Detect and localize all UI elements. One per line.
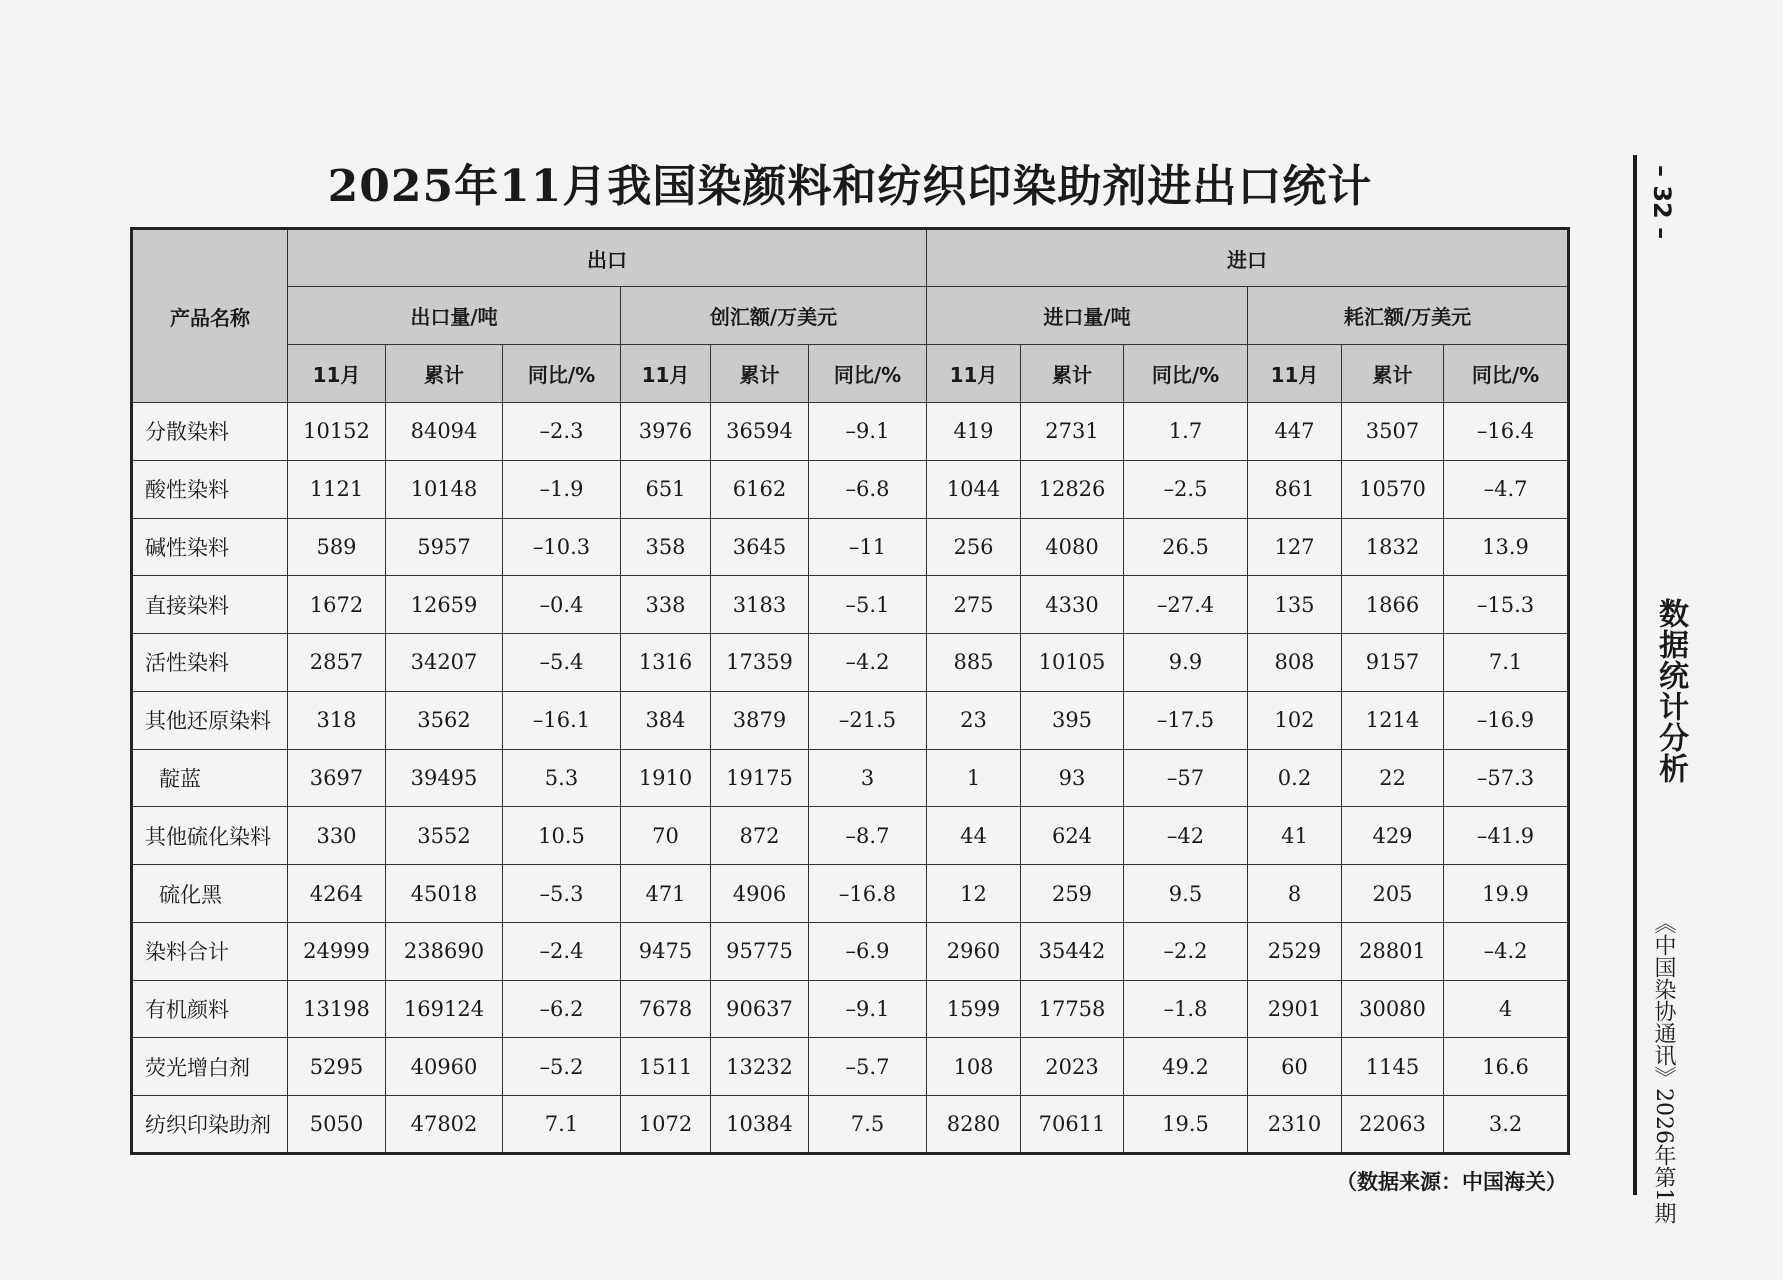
export-group-header: 出口: [288, 229, 927, 287]
value-cell: 3879: [711, 691, 809, 749]
table-row: [132, 980, 1569, 1038]
value-cell: –16.4: [1444, 403, 1569, 461]
value-cell: –5.2: [503, 1038, 621, 1096]
value-cell: 1910: [621, 749, 711, 807]
value-cell: 12826: [1021, 460, 1124, 518]
column-header: 11月: [927, 345, 1021, 403]
product-name-cell: 荧光增白剂: [132, 1038, 288, 1096]
value-cell: 1511: [621, 1038, 711, 1096]
value-cell: –11: [809, 518, 927, 576]
export-volume-header: 出口量/吨: [288, 287, 621, 345]
value-cell: 41: [1248, 807, 1342, 865]
product-name-cell: 酸性染料: [132, 460, 288, 518]
value-cell: 3: [809, 749, 927, 807]
value-cell: 60: [1248, 1038, 1342, 1096]
header-row-subgroups: [132, 287, 1569, 345]
table-row: [132, 865, 1569, 923]
value-cell: –4.7: [1444, 460, 1569, 518]
table-row: [132, 1038, 1569, 1096]
value-cell: 3697: [288, 749, 386, 807]
column-header: 累计: [711, 345, 809, 403]
value-cell: –16.8: [809, 865, 927, 923]
value-cell: 3552: [386, 807, 503, 865]
value-cell: –6.9: [809, 922, 927, 980]
value-cell: 22063: [1342, 1096, 1444, 1154]
product-name-cell: 硫化黑: [132, 865, 288, 923]
value-cell: 39495: [386, 749, 503, 807]
value-cell: 127: [1248, 518, 1342, 576]
value-cell: –4.2: [1444, 922, 1569, 980]
value-cell: 44: [927, 807, 1021, 865]
value-cell: 108: [927, 1038, 1021, 1096]
value-cell: 1121: [288, 460, 386, 518]
value-cell: –2.2: [1124, 922, 1248, 980]
value-cell: 3507: [1342, 403, 1444, 461]
stats-table: [130, 227, 1570, 1155]
value-cell: 2731: [1021, 403, 1124, 461]
value-cell: 1599: [927, 980, 1021, 1038]
table-row: [132, 576, 1569, 634]
value-cell: 651: [621, 460, 711, 518]
value-cell: 384: [621, 691, 711, 749]
value-cell: 35442: [1021, 922, 1124, 980]
value-cell: 1214: [1342, 691, 1444, 749]
value-cell: –42: [1124, 807, 1248, 865]
value-cell: 624: [1021, 807, 1124, 865]
value-cell: 19175: [711, 749, 809, 807]
value-cell: 9.9: [1124, 634, 1248, 692]
value-cell: 4330: [1021, 576, 1124, 634]
value-cell: 1866: [1342, 576, 1444, 634]
section-label: 数据统计分析: [1653, 598, 1688, 784]
value-cell: 169124: [386, 980, 503, 1038]
value-cell: 70611: [1021, 1096, 1124, 1154]
value-cell: 3183: [711, 576, 809, 634]
value-cell: 885: [927, 634, 1021, 692]
value-cell: 256: [927, 518, 1021, 576]
table-row: [132, 807, 1569, 865]
value-cell: 2529: [1248, 922, 1342, 980]
value-cell: 12: [927, 865, 1021, 923]
value-cell: 7678: [621, 980, 711, 1038]
value-cell: 429: [1342, 807, 1444, 865]
value-cell: 6162: [711, 460, 809, 518]
value-cell: 0.2: [1248, 749, 1342, 807]
value-cell: –2.5: [1124, 460, 1248, 518]
value-cell: 24999: [288, 922, 386, 980]
value-cell: –6.2: [503, 980, 621, 1038]
value-cell: 338: [621, 576, 711, 634]
table-row: [132, 403, 1569, 461]
page-number: – 32 –: [1648, 165, 1676, 240]
value-cell: –2.4: [503, 922, 621, 980]
value-cell: 19.9: [1444, 865, 1569, 923]
value-cell: 1832: [1342, 518, 1444, 576]
value-cell: 10384: [711, 1096, 809, 1154]
value-cell: 447: [1248, 403, 1342, 461]
header-row-groups: [132, 229, 1569, 287]
value-cell: 7.5: [809, 1096, 927, 1154]
value-cell: 34207: [386, 634, 503, 692]
value-cell: 10105: [1021, 634, 1124, 692]
export-earnings-header: 创汇额/万美元: [621, 287, 927, 345]
value-cell: –8.7: [809, 807, 927, 865]
value-cell: –4.2: [809, 634, 927, 692]
value-cell: 275: [927, 576, 1021, 634]
header-row-columns: [132, 345, 1569, 403]
value-cell: 5957: [386, 518, 503, 576]
value-cell: 2857: [288, 634, 386, 692]
value-cell: 4906: [711, 865, 809, 923]
stats-table-container: [130, 227, 1567, 1155]
import-group-header: 进口: [927, 229, 1569, 287]
value-cell: 28801: [1342, 922, 1444, 980]
value-cell: 589: [288, 518, 386, 576]
value-cell: 36594: [711, 403, 809, 461]
product-name-cell: 染料合计: [132, 922, 288, 980]
value-cell: 30080: [1342, 980, 1444, 1038]
value-cell: 1145: [1342, 1038, 1444, 1096]
value-cell: 3645: [711, 518, 809, 576]
value-cell: 49.2: [1124, 1038, 1248, 1096]
value-cell: 2960: [927, 922, 1021, 980]
table-row: [132, 460, 1569, 518]
value-cell: 70: [621, 807, 711, 865]
product-name-cell: 其他硫化染料: [132, 807, 288, 865]
column-header: 累计: [1021, 345, 1124, 403]
table-row: [132, 1096, 1569, 1154]
value-cell: 10570: [1342, 460, 1444, 518]
value-cell: 419: [927, 403, 1021, 461]
product-name-cell: 直接染料: [132, 576, 288, 634]
value-cell: –17.5: [1124, 691, 1248, 749]
value-cell: –41.9: [1444, 807, 1569, 865]
value-cell: 4: [1444, 980, 1569, 1038]
value-cell: 5295: [288, 1038, 386, 1096]
value-cell: 9.5: [1124, 865, 1248, 923]
value-cell: 1.7: [1124, 403, 1248, 461]
value-cell: 3976: [621, 403, 711, 461]
column-header: 11月: [621, 345, 711, 403]
value-cell: 13198: [288, 980, 386, 1038]
value-cell: –15.3: [1444, 576, 1569, 634]
table-row: [132, 922, 1569, 980]
import-spending-header: 耗汇额/万美元: [1248, 287, 1569, 345]
value-cell: –5.3: [503, 865, 621, 923]
value-cell: 10148: [386, 460, 503, 518]
value-cell: 90637: [711, 980, 809, 1038]
value-cell: 872: [711, 807, 809, 865]
value-cell: 16.6: [1444, 1038, 1569, 1096]
value-cell: 7.1: [503, 1096, 621, 1154]
value-cell: 471: [621, 865, 711, 923]
value-cell: 4264: [288, 865, 386, 923]
table-body: [132, 403, 1569, 1154]
table-row: [132, 518, 1569, 576]
value-cell: 358: [621, 518, 711, 576]
value-cell: –10.3: [503, 518, 621, 576]
value-cell: 2023: [1021, 1038, 1124, 1096]
value-cell: 205: [1342, 865, 1444, 923]
value-cell: –6.8: [809, 460, 927, 518]
value-cell: 17758: [1021, 980, 1124, 1038]
value-cell: 19.5: [1124, 1096, 1248, 1154]
value-cell: –57.3: [1444, 749, 1569, 807]
value-cell: 13232: [711, 1038, 809, 1096]
product-name-cell: 靛蓝: [132, 749, 288, 807]
value-cell: –1.8: [1124, 980, 1248, 1038]
product-name-cell: 碱性染料: [132, 518, 288, 576]
value-cell: –16.9: [1444, 691, 1569, 749]
product-name-cell: 纺织印染助剂: [132, 1096, 288, 1154]
column-header: 11月: [1248, 345, 1342, 403]
value-cell: 1044: [927, 460, 1021, 518]
column-header: 11月: [288, 345, 386, 403]
value-cell: 3.2: [1444, 1096, 1569, 1154]
value-cell: 330: [288, 807, 386, 865]
margin-rule: [1633, 155, 1637, 1195]
value-cell: 808: [1248, 634, 1342, 692]
column-header: 同比/%: [809, 345, 927, 403]
value-cell: 47802: [386, 1096, 503, 1154]
value-cell: 12659: [386, 576, 503, 634]
value-cell: 95775: [711, 922, 809, 980]
value-cell: 238690: [386, 922, 503, 980]
value-cell: 9475: [621, 922, 711, 980]
value-cell: 10152: [288, 403, 386, 461]
value-cell: –16.1: [503, 691, 621, 749]
value-cell: –5.7: [809, 1038, 927, 1096]
value-cell: 13.9: [1444, 518, 1569, 576]
import-volume-header: 进口量/吨: [927, 287, 1248, 345]
column-header: 同比/%: [1124, 345, 1248, 403]
value-cell: –21.5: [809, 691, 927, 749]
value-cell: –0.4: [503, 576, 621, 634]
value-cell: –27.4: [1124, 576, 1248, 634]
source-note: （数据来源：中国海关）: [1336, 1170, 1567, 1194]
value-cell: –9.1: [809, 980, 927, 1038]
value-cell: 93: [1021, 749, 1124, 807]
product-name-cell: 分散染料: [132, 403, 288, 461]
value-cell: 395: [1021, 691, 1124, 749]
value-cell: 3562: [386, 691, 503, 749]
column-header: 累计: [386, 345, 503, 403]
value-cell: 318: [288, 691, 386, 749]
value-cell: 84094: [386, 403, 503, 461]
column-header: 累计: [1342, 345, 1444, 403]
product-name-cell: 有机颜料: [132, 980, 288, 1038]
product-name-cell: 其他还原染料: [132, 691, 288, 749]
value-cell: 4080: [1021, 518, 1124, 576]
value-cell: 9157: [1342, 634, 1444, 692]
value-cell: –2.3: [503, 403, 621, 461]
value-cell: 8: [1248, 865, 1342, 923]
value-cell: –5.4: [503, 634, 621, 692]
column-header: 同比/%: [1444, 345, 1569, 403]
value-cell: 17359: [711, 634, 809, 692]
table-row: [132, 749, 1569, 807]
value-cell: 7.1: [1444, 634, 1569, 692]
value-cell: 861: [1248, 460, 1342, 518]
value-cell: 259: [1021, 865, 1124, 923]
value-cell: –9.1: [809, 403, 927, 461]
value-cell: 135: [1248, 576, 1342, 634]
value-cell: 102: [1248, 691, 1342, 749]
value-cell: 1316: [621, 634, 711, 692]
value-cell: –1.9: [503, 460, 621, 518]
value-cell: 1672: [288, 576, 386, 634]
value-cell: –57: [1124, 749, 1248, 807]
value-cell: –5.1: [809, 576, 927, 634]
value-cell: 1: [927, 749, 1021, 807]
product-name-header: 产品名称: [132, 229, 288, 403]
table-row: [132, 691, 1569, 749]
value-cell: 22: [1342, 749, 1444, 807]
value-cell: 23: [927, 691, 1021, 749]
journal-label: 《中国染协通讯》2026年第1期: [1651, 912, 1676, 1224]
value-cell: 2310: [1248, 1096, 1342, 1154]
value-cell: 26.5: [1124, 518, 1248, 576]
value-cell: 5.3: [503, 749, 621, 807]
value-cell: 1072: [621, 1096, 711, 1154]
value-cell: 45018: [386, 865, 503, 923]
value-cell: 5050: [288, 1096, 386, 1154]
value-cell: 40960: [386, 1038, 503, 1096]
value-cell: 10.5: [503, 807, 621, 865]
value-cell: 8280: [927, 1096, 1021, 1154]
table-row: [132, 634, 1569, 692]
value-cell: 2901: [1248, 980, 1342, 1038]
product-name-cell: 活性染料: [132, 634, 288, 692]
column-header: 同比/%: [503, 345, 621, 403]
page-title: 2025年11月我国染颜料和纺织印染助剂进出口统计: [327, 161, 1373, 212]
